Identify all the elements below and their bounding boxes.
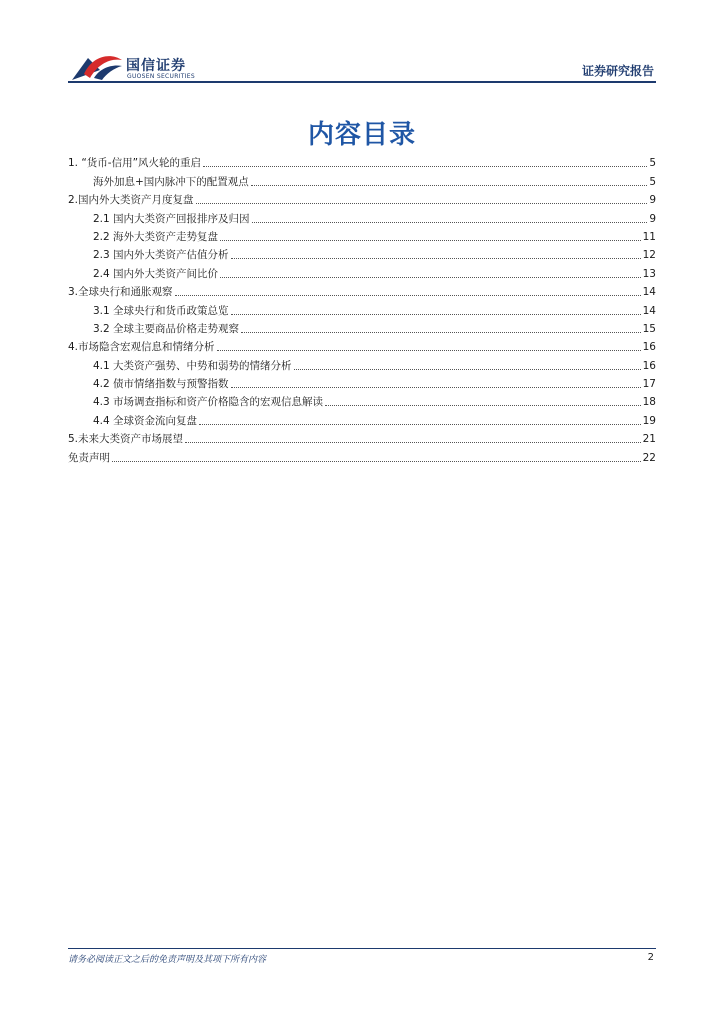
toc-entry-label: 3.全球央行和通胀观察 — [68, 286, 173, 299]
toc-entry-page: 9 — [649, 212, 656, 225]
toc-entry-page: 11 — [642, 230, 656, 243]
toc-entry-page: 9 — [649, 194, 656, 207]
guosen-logo — [70, 52, 200, 84]
toc-dot-leader — [217, 350, 641, 351]
toc-entry-page: 15 — [642, 322, 656, 335]
guosen-logo-mark-icon — [70, 52, 124, 82]
toc-dot-leader — [231, 387, 641, 388]
toc-dot-leader — [294, 369, 641, 370]
toc-entry-label: 4.1 大类资产强势、中势和弱势的情绪分析 — [93, 359, 292, 372]
toc-entry[interactable] — [68, 428, 656, 446]
toc-dot-leader — [196, 203, 648, 204]
toc-entry[interactable] — [68, 281, 656, 299]
toc-dot-leader — [252, 222, 648, 223]
toc-dot-leader — [251, 185, 648, 186]
footer-divider — [68, 948, 656, 949]
toc-entry[interactable] — [68, 244, 656, 262]
toc-entry-page: 13 — [642, 267, 656, 280]
toc-entry[interactable] — [68, 170, 656, 188]
toc-entry-page: 18 — [642, 396, 656, 409]
toc-entry[interactable] — [68, 409, 656, 427]
toc-dot-leader — [185, 442, 641, 443]
toc-dot-leader — [175, 295, 641, 296]
toc-dot-leader — [220, 240, 641, 241]
toc-dot-leader — [199, 424, 641, 425]
toc-entry-page: 5 — [649, 175, 656, 188]
toc-entry-page: 12 — [642, 249, 656, 262]
toc-entry-label: 3.1 全球央行和货币政策总览 — [93, 304, 229, 317]
toc-entry[interactable] — [68, 226, 656, 244]
toc-entry[interactable] — [68, 207, 656, 225]
toc-dot-leader — [203, 166, 647, 167]
toc-entry[interactable] — [68, 262, 656, 280]
toc-title: 内容目录 — [307, 120, 416, 150]
toc-entry-page: 22 — [642, 451, 656, 464]
page-number: 2 — [647, 952, 654, 963]
toc-entry-label: 4.3 市场调查指标和资产价格隐含的宏观信息解读 — [93, 396, 324, 409]
toc-entry-label: 2.3 国内外大类资产估值分析 — [93, 249, 229, 262]
toc-entry[interactable] — [68, 354, 656, 372]
table-of-contents — [68, 152, 656, 465]
toc-entry-label: 2.国内外大类资产月度复盘 — [68, 194, 194, 207]
toc-entry-page: 21 — [642, 433, 656, 446]
header-divider — [68, 81, 656, 83]
toc-entry[interactable] — [68, 299, 656, 317]
toc-entry-label: 4.市场隐含宏观信息和情绪分析 — [68, 341, 215, 354]
logo-chinese-name: 国信证券 — [126, 58, 186, 74]
toc-dot-leader — [241, 332, 641, 333]
toc-entry-page: 19 — [642, 414, 656, 427]
toc-entry[interactable] — [68, 318, 656, 336]
toc-entry[interactable] — [68, 446, 656, 464]
toc-dot-leader — [325, 405, 641, 406]
report-type-label: 证券研究报告 — [581, 64, 654, 78]
toc-dot-leader — [231, 258, 641, 259]
toc-dot-leader — [220, 277, 641, 278]
toc-entry-page: 16 — [642, 341, 656, 354]
toc-dot-leader — [231, 314, 641, 315]
toc-dot-leader — [112, 461, 641, 462]
toc-entry-label: 3.2 全球主要商品价格走势观察 — [93, 322, 240, 335]
footer-disclaimer-note: 请务必阅读正文之后的免责声明及其项下所有内容 — [68, 955, 267, 965]
toc-entry-label: 2.1 国内大类资产回报排序及归因 — [93, 212, 250, 225]
toc-entry[interactable] — [68, 373, 656, 391]
toc-entry-label: 海外加息+国内脉冲下的配置观点 — [93, 175, 249, 188]
toc-entry[interactable] — [68, 189, 656, 207]
toc-entry[interactable] — [68, 152, 656, 170]
toc-entry-label: 5.未来大类资产市场展望 — [68, 433, 184, 446]
toc-entry-label: 1. “货币-信用”风火轮的重启 — [68, 157, 202, 170]
toc-entry-page: 16 — [642, 359, 656, 372]
toc-entry-label: 4.2 债市情绪指数与预警指数 — [93, 378, 229, 391]
toc-entry-label: 2.4 国内外大类资产间比价 — [93, 267, 219, 280]
toc-entry-label: 4.4 全球资金流向复盘 — [93, 414, 198, 427]
toc-entry-page: 14 — [642, 304, 656, 317]
toc-entry-page: 17 — [642, 378, 656, 391]
toc-entry[interactable] — [68, 391, 656, 409]
toc-entry-page: 5 — [649, 157, 656, 170]
toc-entry[interactable] — [68, 336, 656, 354]
logo-english-name: GUOSEN SECURITIES — [127, 73, 196, 80]
toc-entry-label: 2.2 海外大类资产走势复盘 — [93, 230, 219, 243]
toc-entry-label: 免责声明 — [68, 451, 110, 464]
toc-entry-page: 14 — [642, 286, 656, 299]
